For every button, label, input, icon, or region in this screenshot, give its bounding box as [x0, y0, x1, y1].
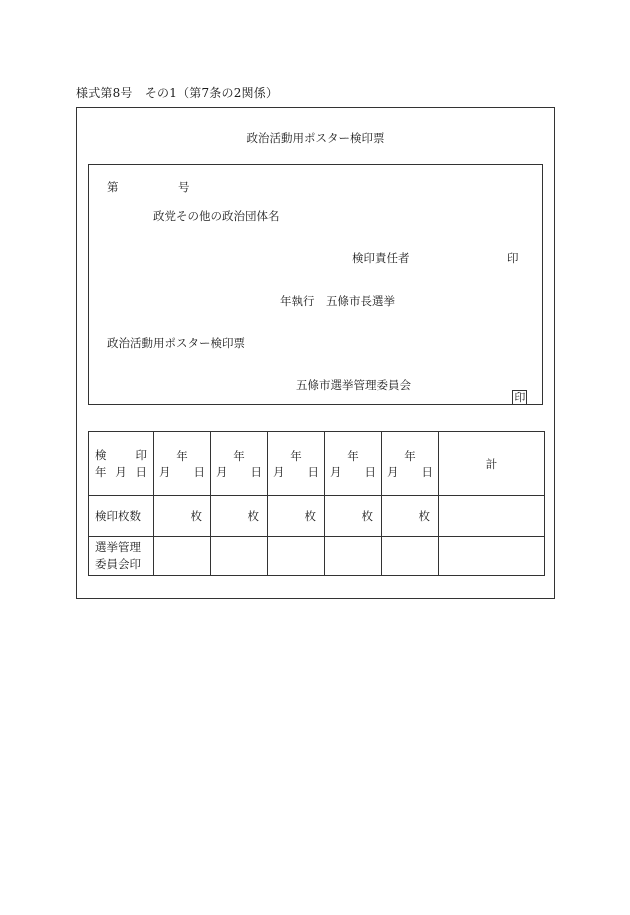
count-cell-4: 枚 [325, 496, 382, 537]
stub-ticket-title: 政治活動用ポスター検印票 [107, 336, 245, 350]
count-total-cell [439, 496, 545, 537]
stub-inspector-label: 検印責任者 [352, 251, 410, 265]
date-cell-2: 年 月 日 [211, 432, 268, 496]
committee-seal-box: 印 [514, 391, 526, 404]
committee-seal-cell-5 [382, 537, 439, 576]
stub-frame [88, 164, 543, 405]
date-cell-1: 年 月 日 [154, 432, 211, 496]
stub-inspector-seal: 印 [507, 251, 519, 265]
date-cell-4: 年 月 日 [325, 432, 382, 496]
count-cell-5: 枚 [382, 496, 439, 537]
committee-seal-total-cell [439, 537, 545, 576]
committee-seal-cell-2 [211, 537, 268, 576]
committee-seal-cell-1 [154, 537, 211, 576]
committee-seal-cell-4 [325, 537, 382, 576]
date-cell-3: 年 月 日 [268, 432, 325, 496]
stub-go: 号 [178, 180, 190, 194]
count-cell-3: 枚 [268, 496, 325, 537]
stub-dai: 第 [107, 180, 119, 194]
form-title: 政治活動用ポスター検印票 [246, 131, 385, 145]
committee-seal-row-label: 選挙管理 委員会印 [89, 537, 154, 576]
count-cell-1: 枚 [154, 496, 211, 537]
inspection-date-header: 検 印 年 月 日 [89, 432, 154, 496]
form-number-label: 様式第8号 その1（第7条の2関係） [76, 86, 279, 100]
stub-org-name-label: 政党その他の政治団体名 [153, 209, 280, 223]
total-header: 計 [439, 432, 545, 496]
stub-committee-seal [505, 376, 527, 405]
stub-election-label: 年執行 五條市長選挙 [280, 294, 395, 308]
stub-committee-label: 五條市選挙管理委員会 [296, 378, 411, 392]
inspection-grid [88, 431, 545, 576]
count-row-label: 検印枚数 [89, 496, 154, 537]
count-cell-2: 枚 [211, 496, 268, 537]
date-cell-5: 年 月 日 [382, 432, 439, 496]
committee-seal-cell-3 [268, 537, 325, 576]
